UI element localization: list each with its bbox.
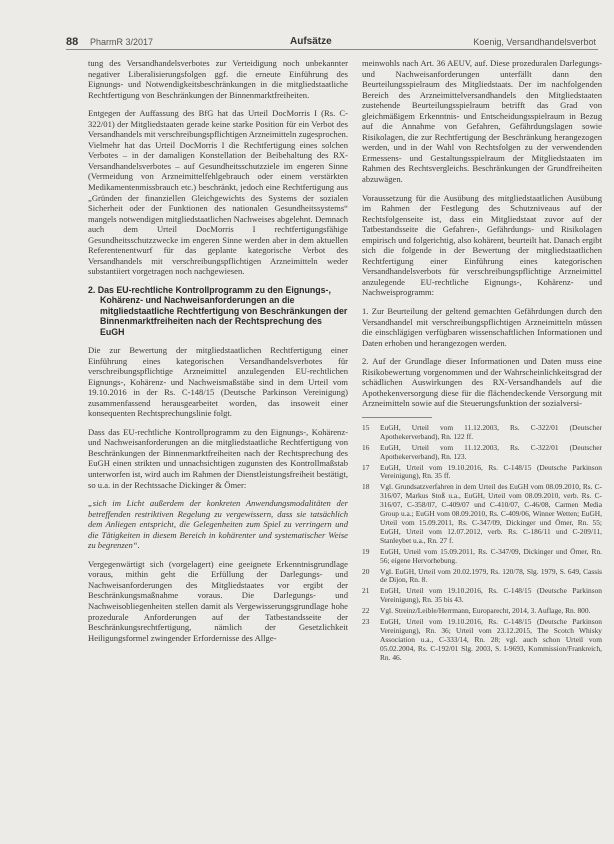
journal-reference: PharmR 3/2017 [90,37,154,47]
footnote [362,618,602,663]
footnote-number: 17 [362,462,370,472]
footnote-text: EuGH, Urteil vom 11.12.2003, Rs. C-322/01 (Deutscher Apothekerverband), Rn. 123. [380,442,602,461]
paragraph: Voraussetzung für die Ausübung des mitgliedstaatlichen Ausübung im Rahmen der Festlegung des Schutzniveaus auf der Rechtsfolgenseite ist, dass ein Mitgliedstaat zuvor auf der Tatbestandsseite die Gefahren-, Gefährdungs- und Risikolagen empirisch und folgerichtig, also kohärent, beurteilt hat. Danach ergibt sich die folgende in der Bewertung der mitgliedstaatlichen Rechtfertigung einer Einführung eines kategorischen Versandhandelsverbots für verschreibungspflichtige Arzneimittel anzulegende EU-rechtliche Eignungs-, Kohärenz- und Nachweisprogramm: [362,192,602,298]
footnote-number: 19 [362,546,370,556]
footnote [362,607,602,616]
footnote-number: 15 [362,422,370,432]
footnotes [362,424,602,663]
paragraph: 1. Zur Beurteilung der geltend gemachten Gefährdungen durch den Versandhandel mit verschreibungspflichtigen Arzneimitteln müssen die einschlägigen verfügbaren wissenschaftlichen Informationen und Daten erhoben und herangezogen werden. [362,306,602,348]
footnote-text: EuGH, Urteil vom 19.10.2016, Rs. C-148/15 (Deutsche Parkinson Vereinigung), Rn. 36; Urteil vom 23.12.2015, The Scotch Whisky Association u.a., C-333/14, Rn. 28; vgl. auch schon Urteil vom 05.02.2004, Rs. C-192/01 Slg. 2003, S. I-9693, Kommission/Frankreich, Rn. 46. [380,617,602,662]
left-column [88,58,348,651]
footnote-number: 21 [362,586,370,596]
paragraph: meinwohls nach Art. 36 AEUV, auf. Diese prozeduralen Darlegungs- und Nachweisanforderungen unterfällt dann den Beurteilungsspielraum des Mitgliedstaats. Der im nachfolgenden Bereich des Arzneimittelversandhandels den Mitgliedstaaten zustehende Beurteilungsspielraum betrifft das Grad von gleichmäßigem Erkenntnis- und Entscheidungsspielraum in Bezug auf die Annahme von Gefahren, Gefährdungslagen sowie Risikolagen, die zur Rechtfertigung der Beschränkung herangezogen werden, und in der Wahl von Rechtsfolgen zu der verwendenden Ermessens- und Gestaltungsspielraum der Mitgliedstaaten im Rahmen des Rechtsvergleichs. Beschränkungen der Grundfreiheiten abzuwägen. [362,58,602,185]
footnote-number: 18 [362,482,370,492]
footnote-number: 23 [362,617,370,627]
footnote-text: EuGH, Urteil vom 19.10.2016, Rs. C-148/15 (Deutsche Parkinson Vereinigung), Rn. 35 ff. [380,462,602,481]
footnote [362,548,602,566]
footnote [362,424,602,442]
footnote-number: 22 [362,606,370,616]
paragraph: Vergegenwärtigt sich (vorgelagert) eine geeignete Erkenntnisgrundlage voraus, mithin geht die Erfüllung der Darlegungs- und Nachweisanforderungen des Mitgliedstaates vor ergibt der Beschränkungsmaßnahme voraus. Die Darlegungs- und Nachweisobliegenheiten stellen damit als Vergewisserungsgrundlage hohe prozedurale Anforderungen auf der Tatbestandsseite der Beschränkungsrechtfertigung, nämlich der Gesetzlichkeit Heiligungsformel zwingender Erfordernisse des Allge- [88,558,348,643]
footnote-number: 16 [362,442,370,452]
section-title: Aufsätze [290,36,332,47]
header-rule [66,49,598,50]
footnote-text: EuGH, Urteil vom 19.10.2016, Rs. C-148/15 (Deutsche Parkinson Vereinigung), Rn. 35 bis 43. [380,586,602,605]
footnote [362,483,602,545]
block-quote: „sich im Licht außerdem der konkreten Anwendungsmodalitäten der betreffenden restriktiven Regelung zu vergewissern, dass sie tatsächlich dem Anliegen entspricht, die Gelegenheiten zum Spiel zu verringern und die Tätigkeiten in diesem Bereich in kohärenter und systematischer Weise zu begrenzen“. [88,498,348,551]
paragraph: Die zur Bewertung der mitgliedstaatlichen Rechtfertigung einer Einführung eines kategorischen Versandhandelsverbotes für verschreibungspflichtige Arzneimittel anzulegenden EU-rechtlichen Eignungs-, Kohärenz- und Nachweismaßstäbe sind in dem Urteil vom 19.10.2016 in der Rs. C-148/15 (Deutsche Parkinson Vereinigung) zusammenfassend herausgearbeitet worden, das insoweit einer konsequenten Rechtsprechungslinie folgt. [88,344,348,419]
footnote-rule [362,417,432,418]
footnote-text: EuGH, Urteil vom 15.09.2011, Rs. C-347/09, Dickinger und Ömer, Rn. 56; eigene Hervorhebung. [380,546,602,565]
page-number: 88 [66,36,79,48]
running-title: Koenig, Versandhandelsverbot [473,37,596,47]
paragraph: tung des Versandhandelsverbotes zur Verteidigung noch unbekannter negativer Liberalisierungsfolgen ggf. die erneute Einführung des Eignungs- und Notwendigkeitsbeschränkungen in die mitgliedstaatliche Rechtfertigung von Beschränkungen der Binnenmarktfreiheiten. [88,58,348,100]
paragraph: Dass das EU-rechtliche Kontrollprogramm zu den Eignungs-, Kohärenz- und Nachweisanforderungen an die mitgliedstaatliche Rechtfertigung von Beschränkungen der Binnenmarktfreiheiten nach der Rechtsprechung des EuGH einen strikten und unnachsichtigen zugunsten des Kontrollmaßstab unterworfen ist, wird auch im Rahmen der Dienstleistungsfreiheit bestätigt, so u.a. in der Rechtssache Dickinger & Ömer: [88,426,348,490]
footnote [362,444,602,462]
footnote-text: EuGH, Urteil vom 11.12.2003, Rs. C-322/01 (Deutscher Apothekerverband), Rn. 122 ff. [380,422,602,441]
right-column [362,58,602,665]
section-heading: 2. Das EU-rechtliche Kontrollprogramm zu den Eignungs-, Kohärenz- und Nachweisanforderungen an die mitgliedstaatliche Rechtfertigung von Beschränkungen der Binnenmarktfreiheiten nach der Rechtsprechung des EuGH [88,284,348,337]
paragraph: Entgegen der Auffassung des BfG hat das Urteil DocMorris I (Rs. C-322/01) der Mitgliedstaaten gerade keine starke Position für ein Verbot des Versandhandels mit verschreibungspflichtigen Arzneimitteln zugesprochen. Vielmehr hat das Urteil DocMorris I die Rechtfertigung eines solchen Verbotes – in der damaligen Konstellation der Beibehaltung des RX-Versandhandelsverbotes – auf Gesundheitsschutzziele im engeren Sinne (Vermeidung von Arzneimittelfehlgebrauch oder einem verstärkten Medikamentenmissbrauch etc.) beschränkt, jedoch eine Rechtfertigung aus „Gründen der finanziellen Gleichgewichts des Systems der sozialen Sicherheit oder der Funktionen des nationalen Gesundheitssystems“ mangels notwendigen mitgliedstaatlichen Nachweises abgelehnt. Demnach auch dem Urteil DocMorris I rechtfertigungsfähige Gesundheitsschutzzwecke im engeren Sinne werden aber in dem aktuellen Referentenentwurf für das geplante kategorische Verbot des Versandhandels mit verschreibungspflichtigen Arzneimitteln weder substantiiert vorgetragen noch nachgewiesen. [88,108,348,277]
footnote [362,464,602,482]
footnote-text: Vgl. Streinz/Leible/Herrmann, Europarecht, 2014, 3. Auflage, Rn. 800. [380,606,591,616]
footnote-text: Vgl. Grundsatzverfahren in dem Urteil des EuGH vom 08.09.2010, Rs. C-316/07, Markus Stoß u.a., EuGH, Urteil vom 08.09.2010, verb. Rs. C-316/07, C-358/07, C-409/07 und C-410/07, C-46/08, Carmen Media Group u.a.; EuGH vom 08.09.2010, Rs. C-409/06, Winner Wetten; EuGH, Urteil vom 15.09.2011, Rs. C-347/09, Dickinger und Ömer, Rn. 55; EuGH, Urteil vom 12.07.2012, verb. Rs. C-186/11 und C-209/11, Stanleybet u.a., Rn. 27 f. [380,482,602,545]
footnote [362,587,602,605]
paragraph: 2. Auf der Grundlage dieser Informationen und Daten muss eine Risikobewertung vorgenommen und der Wahrscheinlichkeitsgrad der schädlichen Auswirkungen des RX-Versandhandels auf die Apothekenversorgung diese für die flächendeckende Versorgung mit Arzneimitteln sowie auf die Steuerungsfunktion der sozialversi- [362,356,602,409]
footnote-number: 20 [362,566,370,576]
footnote-text: Vgl. EuGH, Urteil vom 20.02.1979, Rs. 120/78, Slg. 1979, S. 649, Cassis de Dijon, Rn. 8. [380,566,602,585]
footnote [362,568,602,586]
